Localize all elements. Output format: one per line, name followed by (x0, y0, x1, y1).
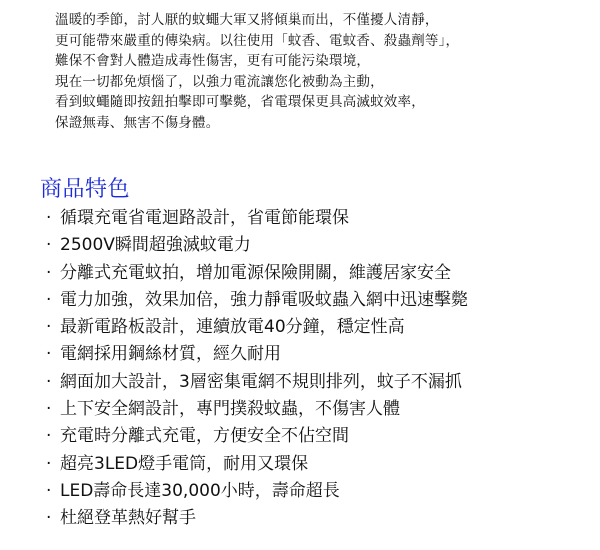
features-list (46, 205, 596, 533)
intro-line: 保證無毒、無害不傷身體。 (55, 114, 220, 131)
bullet-icon: · (46, 289, 52, 310)
feature-text: 充電時分離式充電，方便安全不佔空間 (60, 426, 349, 447)
intro-line: 現在一切都免煩惱了，以強力電流讓您化被動為主動， (55, 73, 384, 90)
feature-text: 分離式充電蚊拍，增加電源保險開關，維護居家安全 (60, 262, 451, 283)
bullet-icon: · (46, 317, 52, 338)
intro-paragraph (55, 10, 595, 133)
bullet-icon: · (46, 235, 52, 256)
bullet-icon: · (46, 480, 52, 501)
bullet-icon: · (46, 344, 52, 365)
bullet-icon: · (46, 453, 52, 474)
feature-text: 上下安全網設計，專門撲殺蚊蟲，不傷害人體 (60, 399, 400, 420)
feature-item (46, 369, 596, 396)
feature-item (46, 232, 596, 259)
feature-item (46, 314, 596, 341)
feature-item (46, 205, 596, 232)
feature-item (46, 478, 596, 505)
feature-text: 超亮3LED燈手電筒，耐用又環保 (60, 453, 309, 474)
feature-text: 循環充電省電迴路設計，省電節能環保 (60, 208, 349, 228)
bullet-icon: · (46, 508, 52, 529)
feature-item (46, 423, 596, 450)
feature-item (46, 396, 596, 423)
bullet-icon: · (46, 208, 52, 228)
bullet-icon: · (46, 399, 52, 420)
feature-item (46, 505, 596, 532)
feature-text: 網面加大設計，3層密集電網不規則排列，蚊子不漏抓 (60, 371, 462, 392)
feature-item (46, 451, 596, 478)
feature-text: 2500V瞬間超強滅蚊電力 (60, 235, 251, 256)
intro-line: 看到蚊蠅隨即按鈕拍擊即可擊斃，省電環保更具高滅蚊效率， (55, 94, 425, 110)
intro-line: 溫暖的季節，討人厭的蚊蠅大軍又將傾巢而出，不僅擾人清靜， (55, 12, 439, 28)
bullet-icon: · (46, 426, 52, 447)
features-title: 商品特色 (40, 177, 131, 202)
feature-text: LED壽命長達30,000小時，壽命超長 (60, 480, 340, 501)
bullet-icon: · (46, 262, 52, 283)
feature-text: 最新電路板設計，連續放電40分鐘，穩定性高 (60, 317, 405, 338)
feature-item (46, 287, 596, 314)
feature-item (46, 341, 596, 368)
feature-text: 電力加強，效果加倍，強力靜電吸蚊蟲入網中迅速擊斃 (60, 289, 468, 310)
bullet-icon: · (46, 371, 52, 392)
intro-line: 更可能帶來嚴重的傳染病。以往使用「蚊香、電蚊香、殺蟲劑等」， (55, 32, 460, 49)
intro-line: 難保不會對人體造成毒性傷害，更有可能污染環境， (55, 53, 371, 69)
feature-text: 電網採用鋼絲材質，經久耐用 (60, 344, 281, 365)
feature-item (46, 260, 596, 287)
feature-text: 杜絕登革熱好幫手 (60, 508, 196, 529)
